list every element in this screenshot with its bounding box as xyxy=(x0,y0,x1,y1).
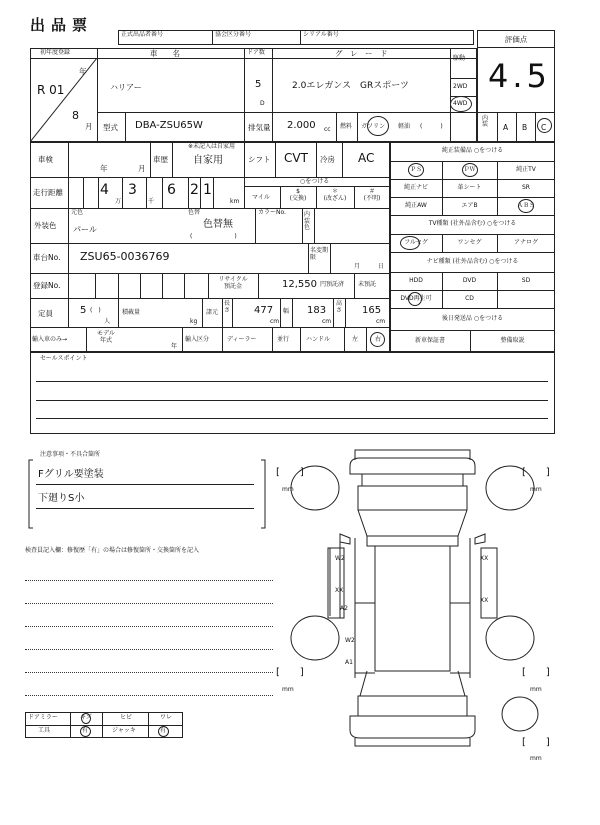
load-unit: kg xyxy=(190,318,198,325)
fuel-gasoline: ガソリン xyxy=(361,123,386,130)
tread-bracket-rr: [ ] xyxy=(522,667,550,678)
mileage-digit-4: 2 xyxy=(190,182,199,198)
dims-hgt: 165 xyxy=(362,305,382,316)
acc-jack-yes: 有 xyxy=(160,727,167,734)
acc-jack-circle xyxy=(158,726,169,737)
name-change-month: 月 xyxy=(354,263,361,270)
import-label: 輸入車のみ→ xyxy=(32,336,68,343)
load-label: 積載量 xyxy=(122,309,141,316)
grade-label: グ レ ー ド xyxy=(335,49,388,58)
equip-ps-circle xyxy=(408,163,424,177)
mileage-digit-2: 3 xyxy=(128,182,137,198)
equip-pw: ＰＷ xyxy=(463,166,476,173)
recycle-paid: 円預託済 xyxy=(320,281,345,288)
tread-mm-rl: mm xyxy=(282,686,294,693)
interior-label: 内装 xyxy=(482,115,489,128)
mileage-digit-1: 4 xyxy=(100,182,109,198)
tread-bracket-fr: [ ] xyxy=(522,467,550,478)
inspection-year: 年 xyxy=(100,164,108,173)
mileage-digit-5: 1 xyxy=(203,182,212,198)
tv-analog: アナログ xyxy=(513,239,538,246)
model-value: DBA-ZSU65W xyxy=(135,120,203,131)
interior-color-label: 内装色 xyxy=(304,211,311,232)
import-handle: ハンドル xyxy=(306,336,331,343)
color-no-label: カラーNo. xyxy=(258,209,286,216)
ac-label: 冷房 xyxy=(320,155,335,164)
equip-ps: ＰＳ xyxy=(409,166,422,173)
acc-jack: ジャッキ xyxy=(112,727,136,734)
acc-tools: 工具 xyxy=(38,727,51,734)
displacement-unit: cc xyxy=(324,126,331,133)
registration-label: 登録No. xyxy=(33,281,61,290)
dims-wid-unit: cm xyxy=(322,318,332,325)
acc-tools-yes: 有 xyxy=(82,727,89,734)
dims-label: 諸元 xyxy=(206,309,219,316)
tread-mm-fl: mm xyxy=(282,486,294,493)
docs-manual: 整備取説 xyxy=(500,337,525,344)
interior-grade-a: A xyxy=(503,123,509,132)
acc-scratch-circle xyxy=(81,713,91,724)
import-right: 右 xyxy=(375,336,382,343)
equip-sr: SR xyxy=(522,184,530,191)
color-paint-label: 色替 xyxy=(188,209,201,216)
dims-hgt-label: 高さ xyxy=(336,300,343,314)
shift-label: シフト xyxy=(248,155,271,164)
tread-bracket-rl: [ ] xyxy=(276,667,304,678)
import-dealer: ディーラー xyxy=(227,336,257,343)
mark-xx-left-front: XX xyxy=(335,587,344,594)
mark-a1: A1 xyxy=(345,659,353,666)
score-label: 評価点 xyxy=(504,35,528,44)
equip-pw-circle xyxy=(462,163,478,177)
mileage-opt-mile: マイル xyxy=(252,194,270,201)
equip-tv: 純正TV xyxy=(516,166,536,173)
recycle-label: リサイクル 預託金 xyxy=(218,276,248,291)
equip-navi: 純正ナビ xyxy=(403,184,428,191)
first-reg-year-unit: 年 xyxy=(79,67,87,76)
navi-sd: SD xyxy=(521,277,531,284)
assoc-no-label: 協会区分番号 xyxy=(215,31,252,38)
equip-aw: 純正AW xyxy=(405,202,427,209)
car-name-value: ハリアー xyxy=(110,83,142,92)
import-left: 左 xyxy=(352,336,359,343)
use-value: 自家用 xyxy=(193,155,223,166)
inspector-label: 検査員記入欄：修復歴「有」の場合は修復箇所・交換箇所を記入 xyxy=(25,547,200,554)
mark-a2: A2 xyxy=(340,605,348,612)
mark-w2-front: W2 xyxy=(335,555,345,562)
first-reg-label: 初年度登録 xyxy=(40,49,71,56)
dims-len: 477 xyxy=(254,305,274,316)
color-orig-value: パール xyxy=(73,225,97,234)
use-label: 車歴 xyxy=(153,155,168,164)
mark-xx-right-front: XX xyxy=(480,555,489,562)
mileage-opts-note: ○をつける xyxy=(300,178,330,185)
dims-len-label: 長さ xyxy=(224,300,231,314)
notes-line-1: Fグリル要塗装 xyxy=(38,469,104,480)
drive-4wd: 4WD xyxy=(453,100,468,107)
notes-line-2: 下廻りS小 xyxy=(38,493,85,504)
mark-w2-rear: W2 xyxy=(345,637,355,644)
mileage-digit-3: 6 xyxy=(167,182,176,198)
capacity-paren: ( ) xyxy=(90,307,101,314)
import-model-year: モデル 年式 xyxy=(97,330,115,345)
header-id-row xyxy=(118,30,474,45)
first-reg-era: R 01 xyxy=(37,83,65,97)
tread-bracket-fl: [ ] xyxy=(276,467,304,478)
model-label: 型式 xyxy=(103,123,118,132)
color-paint-value: 色替無 xyxy=(203,219,233,230)
mileage-opt-tampered: ＊ (改ざん) xyxy=(323,188,347,203)
recycle-value: 12,550 xyxy=(282,279,317,290)
drive-label: 駆動 xyxy=(453,55,466,62)
tread-mm-rr: mm xyxy=(530,686,542,693)
shift-value: CVT xyxy=(284,151,308,165)
navi-dvd-play-circle xyxy=(408,292,422,306)
mileage-opt-unknown: ＃ (不明) xyxy=(363,188,381,203)
dims-len-unit: cm xyxy=(270,318,280,325)
dims-hgt-unit: cm xyxy=(376,318,386,325)
tv-fullseg-circle xyxy=(400,236,420,250)
import-parallel: 並行 xyxy=(277,336,290,343)
tv-oneseg: ワンセグ xyxy=(457,239,482,246)
color-orig-label: 元色 xyxy=(71,209,84,216)
interior-grade-c-circle xyxy=(537,118,552,133)
navi-title: ナビ種類 (社外品含む) ○をつける xyxy=(426,258,519,265)
fuel-bracket: ( ) xyxy=(420,123,443,130)
doors-label: ドア数 xyxy=(247,49,265,56)
name-change-day: 日 xyxy=(378,263,385,270)
dims-wid: 183 xyxy=(307,305,327,316)
color-paren: ( ) xyxy=(190,233,237,240)
serial-no-label: シリアル番号 xyxy=(303,31,339,38)
name-change-label: 名変期限 xyxy=(310,247,329,261)
equip-abs-circle xyxy=(518,199,534,213)
car-name-label: 車 名 xyxy=(150,49,180,58)
acc-tools-circle xyxy=(80,726,91,737)
acc-crack: ヒビ xyxy=(120,714,133,721)
docs-warranty: 新車保証書 xyxy=(414,337,445,344)
doors-sub: D xyxy=(260,100,265,107)
equip-abs: ＡＢＳ xyxy=(516,202,535,209)
capacity-label: 定員 xyxy=(38,309,53,318)
mileage-unit-man: 万 xyxy=(115,198,122,205)
navi-hdd: HDD xyxy=(409,277,423,284)
mileage-unit-sen: 千 xyxy=(148,198,155,205)
details-block xyxy=(30,142,390,352)
acc-break: ワレ xyxy=(160,714,173,721)
acc-mirror: ドアミラー xyxy=(28,714,58,721)
score-value: 4.5 xyxy=(488,57,551,95)
docs-title: 後日発送品 ○をつける xyxy=(441,315,504,322)
chassis-value: ZSU65-0036769 xyxy=(80,250,170,263)
mark-xx-right-rear: XX xyxy=(480,597,489,604)
import-year: 年 xyxy=(171,343,178,350)
displacement-value: 2.000 xyxy=(287,120,316,131)
mileage-label: 走行距離 xyxy=(33,188,63,197)
fuel-diesel: 軽油 xyxy=(398,123,411,130)
chassis-label: 車台No. xyxy=(33,253,61,262)
drive-4wd-circle xyxy=(450,96,472,112)
import-cat-label: 輸入区分 xyxy=(185,336,210,343)
tread-mm-spare: mm xyxy=(530,755,542,762)
interior-grade-b: B xyxy=(522,123,528,132)
first-reg-month-unit: 月 xyxy=(85,122,93,131)
drive-2wd: 2WD xyxy=(453,83,468,90)
fuel-gasoline-circle xyxy=(367,116,389,136)
dims-wid-label: 幅 xyxy=(283,308,290,315)
tv-fullseg: フルセグ xyxy=(404,239,428,246)
ac-value: AC xyxy=(358,151,375,165)
use-note: ※未記入は自家用 xyxy=(188,143,236,150)
inspection-label: 車検 xyxy=(38,155,53,164)
tv-title: TV種類 (社外品含む) ○をつける xyxy=(428,220,517,227)
capacity-unit: 人 xyxy=(104,318,111,325)
equip-airbag: エアB xyxy=(461,202,478,209)
equip-leather: 革シート xyxy=(457,184,482,191)
tread-bracket-spare: [ ] xyxy=(522,737,550,748)
sales-point-block xyxy=(30,352,555,434)
notes-label: 注意事項・不具合箇所 xyxy=(40,451,101,458)
formal-exhibit-no-label: 正式出品者番号 xyxy=(121,31,164,38)
tread-mm-fr: mm xyxy=(530,486,542,493)
navi-dvd: DVD xyxy=(462,277,477,284)
navi-dvd-play: DVD再生可 xyxy=(400,295,432,302)
displacement-label: 排気量 xyxy=(248,123,271,132)
fuel-label: 燃料 xyxy=(340,123,353,130)
inspection-month: 月 xyxy=(138,164,146,173)
doors-value: 5 xyxy=(255,79,262,90)
mileage-unit-km: km xyxy=(230,198,240,205)
import-right-circle xyxy=(370,332,385,347)
color-label: 外装色 xyxy=(34,221,57,230)
acc-scratch: キズ xyxy=(80,714,92,721)
mileage-opt-exchange: $ (交換) xyxy=(289,188,307,203)
interior-grade-c: C xyxy=(541,123,547,132)
grade-value: 2.0エレガンス GRスポーツ xyxy=(292,81,409,91)
equipment-title: 純正装備品 ○をつける xyxy=(441,147,504,154)
first-reg-month: 8 xyxy=(72,109,79,122)
sales-point-label: セールスポイント xyxy=(40,355,88,362)
car-damage-diagram xyxy=(270,438,570,768)
page-title: 出品票 xyxy=(30,16,94,34)
recycle-unpaid: 未預託 xyxy=(358,281,377,288)
navi-cd: CD xyxy=(465,295,474,302)
capacity-value: 5 xyxy=(80,305,87,316)
